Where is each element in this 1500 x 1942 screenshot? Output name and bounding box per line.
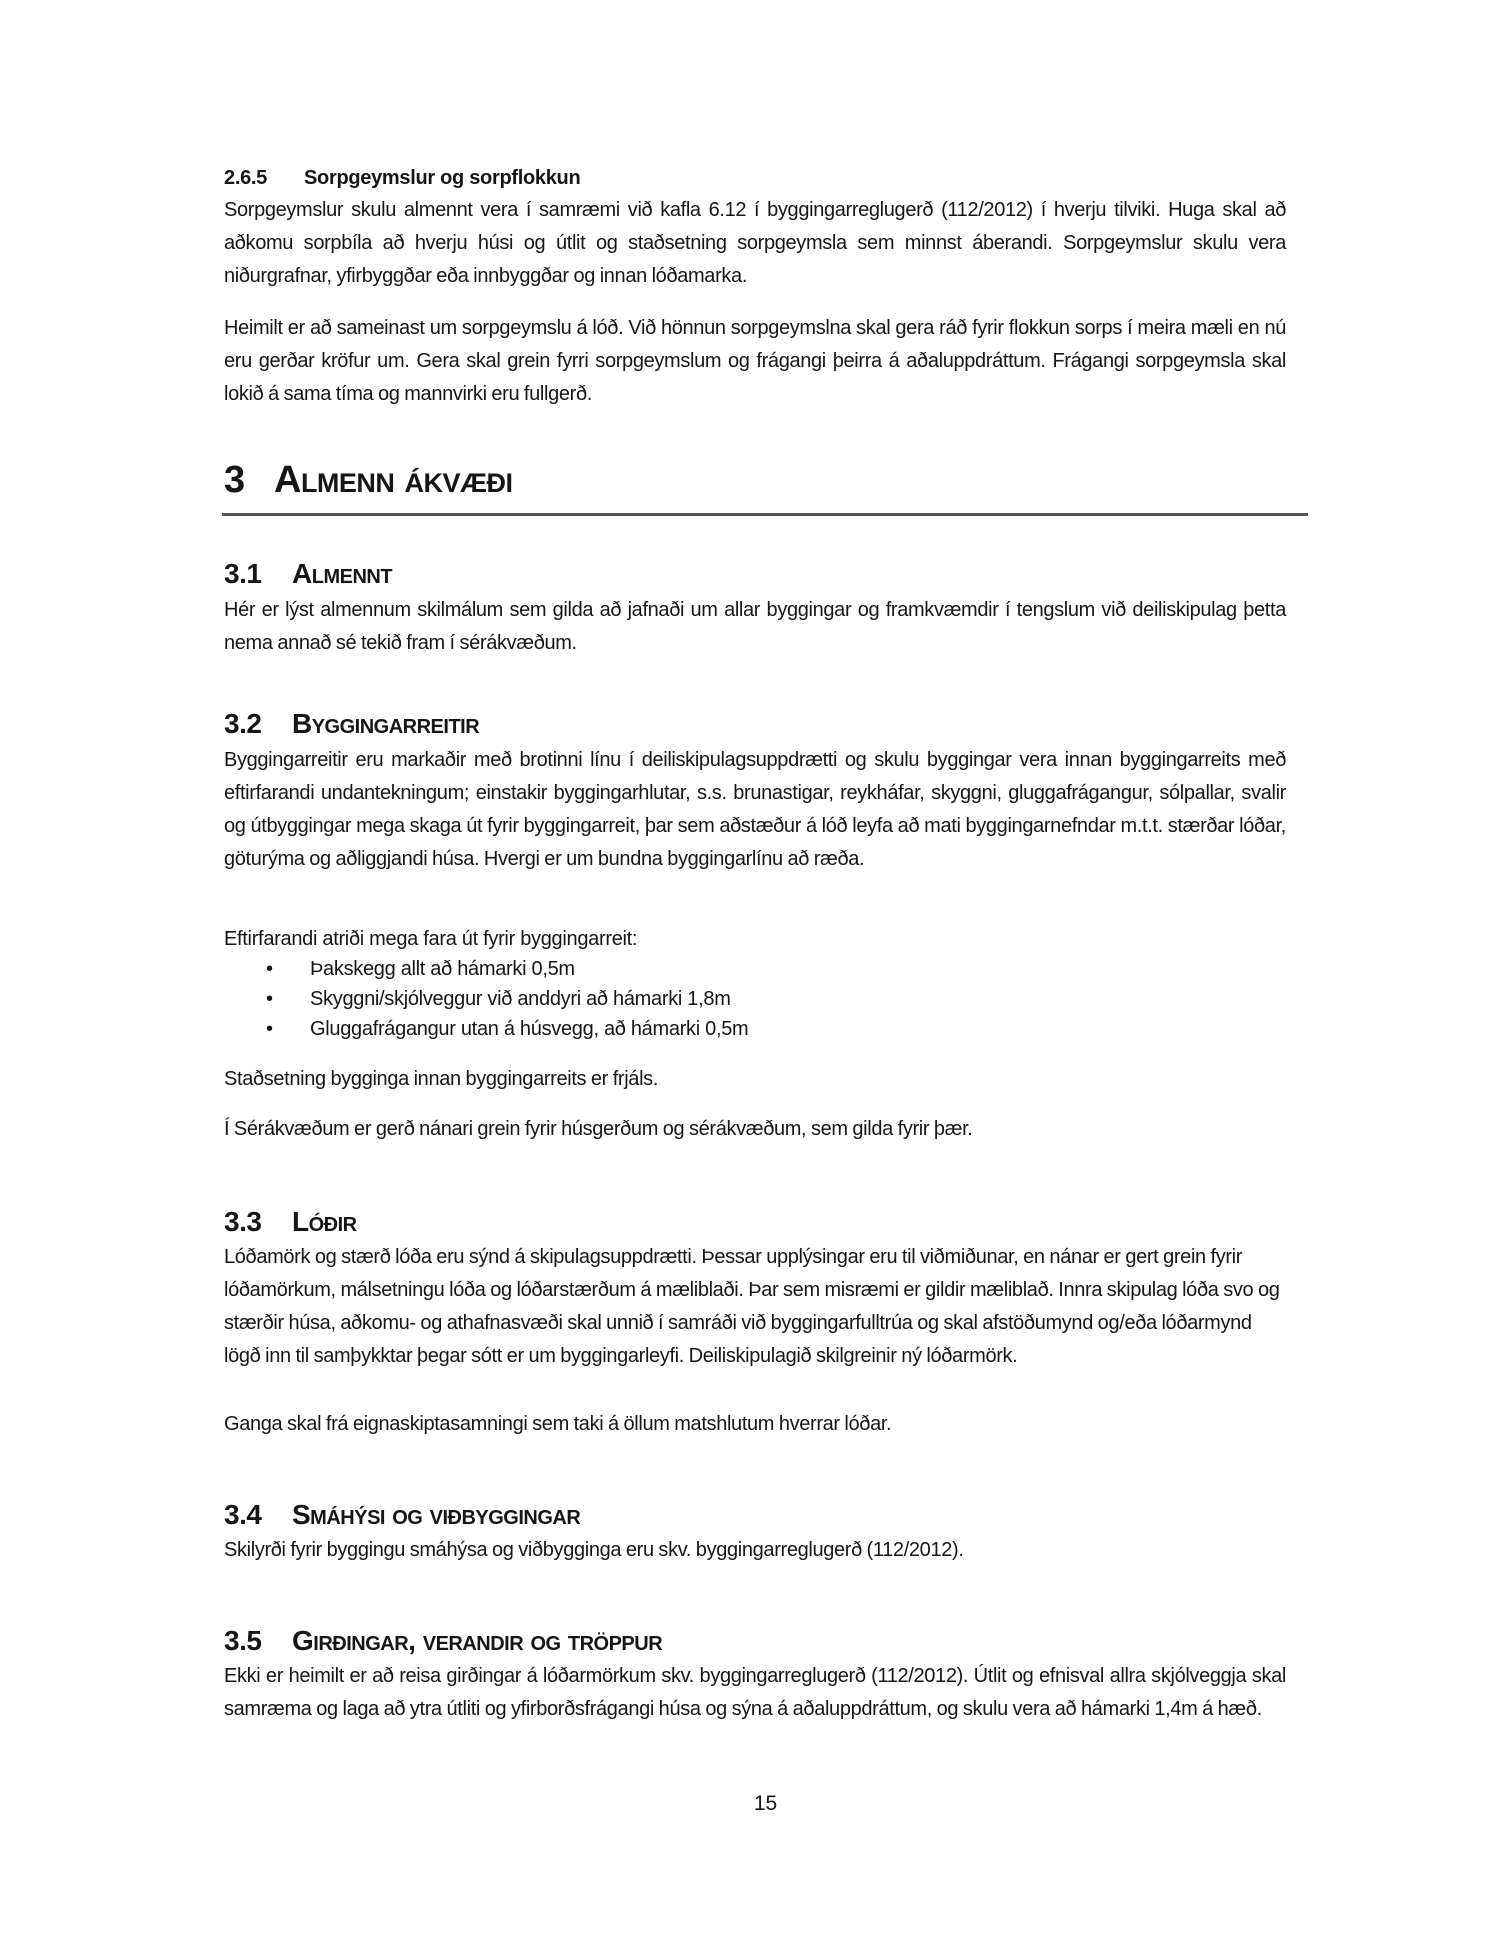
chapter-number: 3 <box>224 459 245 501</box>
list-item-text: Skyggni/skjólveggur við anddyri að hámarki 1,8m <box>310 988 731 1010</box>
section-heading-3-4 <box>224 1497 580 1533</box>
section-heading-3-3 <box>224 1204 357 1240</box>
paragraph: Skilyrði fyrir byggingu smáhýsa og viðbygginga eru skv. byggingarreglugerð (112/2012). <box>224 1539 964 1561</box>
section-number: 3.1 <box>224 558 262 589</box>
paragraph: Ekki er heimilt er að reisa girðingar á lóðarmörkum skv. byggingarreglugerð (112/2012). Útlit og efnisval allra skjólveggja skal samræma og laga að ytra útliti og yfirborðsfrágangi húsa og sýna á aðaluppdráttum, og skulu vera að hámarki 1,4m á hæð. <box>224 1665 1286 1720</box>
section-title: Almennt <box>292 558 393 589</box>
section-title: Sorpgeymslur og sorpflokkun <box>304 167 581 189</box>
paragraph: Sorpgeymslur skulu almennt vera í samræmi við kafla 6.12 í byggingarreglugerð (112/2012) í hverju tilviki. Huga skal að aðkomu sorpbíla að hverju húsi og útlit og staðsetning sorpgeymsla sem minnst áberandi. Sorpgeymslur skulu vera niðurgrafnar, yfirbyggðar eða innbyggðar og innan lóðamarka. <box>224 199 1286 287</box>
paragraph: Ganga skal frá eignaskiptasamningi sem taki á öllum matshlutum hverrar lóðar. <box>224 1413 892 1435</box>
section-number: 3.4 <box>224 1499 262 1530</box>
bullet-list <box>224 954 748 1044</box>
section-heading-3-2 <box>224 706 479 742</box>
section-heading-2-6-5 <box>224 164 580 192</box>
paragraph: Í Sérákvæðum er gerð nánari grein fyrir húsgerðum og sérákvæðum, sem gilda fyrir þær. <box>224 1118 973 1140</box>
chapter-heading-3 <box>224 455 513 505</box>
chapter-rule-divider <box>222 513 1308 516</box>
list-intro: Eftirfarandi atriði mega fara út fyrir byggingarreit: <box>224 928 638 950</box>
list-item <box>224 1014 748 1044</box>
section-title: Girðingar, verandir og tröppur <box>292 1625 663 1656</box>
section-title: Lóðir <box>292 1206 357 1237</box>
list-item <box>224 954 748 984</box>
paragraph: Byggingarreitir eru markaðir með brotinni línu í deiliskipulagsuppdrætti og skulu byggingar vera innan byggingarreits með eftirfarandi undantekningum; einstakir byggingarhlutar, s.s. brunastigar, reykháfar, skyggni, gluggafrágangur, sólpallar, svalir og útbyggingar mega skaga út fyrir byggingarreit, þar sem aðstæður á lóð leyfa að mati byggingarnefndar m.t.t. stærðar lóðar, göturýma og aðliggjandi húsa. Hvergi er um bundna byggingarlínu að ræða. <box>224 749 1286 870</box>
list-item-text: Gluggafrágangur utan á húsvegg, að hámarki 0,5m <box>310 1018 749 1040</box>
paragraph: Hér er lýst almennum skilmálum sem gilda að jafnaði um allar byggingar og framkvæmdir í tengslum við deiliskipulag þetta nema annað sé tekið fram í sérákvæðum. <box>224 599 1286 654</box>
section-number: 3.2 <box>224 708 262 739</box>
paragraph: Lóðamörk og stærð lóða eru sýnd á skipulagsuppdrætti. Þessar upplýsingar eru til viðmiðunar, en nánar er gert grein fyrir lóðamörkum, málsetningu lóða og lóðarstærðum á mæliblaði. Þar sem misræmi er gildir mæliblað. Innra skipulag lóða svo og stærðir húsa, aðkomu- og athafnasvæði skal unnið í samráði við byggingarfulltrúa og skal afstöðumynd og/eða lóðarmynd lögð inn til samþykktar þegar sótt er um byggingarleyfi. Deiliskipulagið skilgreinir ný lóðarmörk. <box>224 1246 1280 1367</box>
list-item-text: Þakskegg allt að hámarki 0,5m <box>310 958 575 980</box>
list-item <box>224 984 748 1014</box>
bullet-icon: • <box>266 1018 273 1040</box>
section-heading-3-1 <box>224 556 392 592</box>
paragraph: Staðsetning bygginga innan byggingarreits er frjáls. <box>224 1068 659 1090</box>
paragraph: Heimilt er að sameinast um sorpgeymslu á lóð. Við hönnun sorpgeymslna skal gera ráð fyrir flokkun sorps í meira mæli en nú eru gerðar kröfur um. Gera skal grein fyrri sorpgeymslum og frágangi þeirra á aðaluppdráttum. Frágangi sorpgeymsla skal lokið á sama tíma og mannvirki eru fullgerð. <box>224 317 1286 405</box>
chapter-title: Almenn ákvæði <box>274 459 513 501</box>
page-number: 15 <box>753 1792 778 1815</box>
section-number: 3.5 <box>224 1625 262 1656</box>
section-title: Byggingarreitir <box>292 708 480 739</box>
section-number: 2.6.5 <box>224 167 267 189</box>
section-title: Smáhýsi og viðbyggingar <box>292 1499 581 1530</box>
bullet-icon: • <box>266 988 273 1010</box>
section-heading-3-5 <box>224 1623 662 1659</box>
bullet-icon: • <box>266 958 273 980</box>
section-number: 3.3 <box>224 1206 262 1237</box>
